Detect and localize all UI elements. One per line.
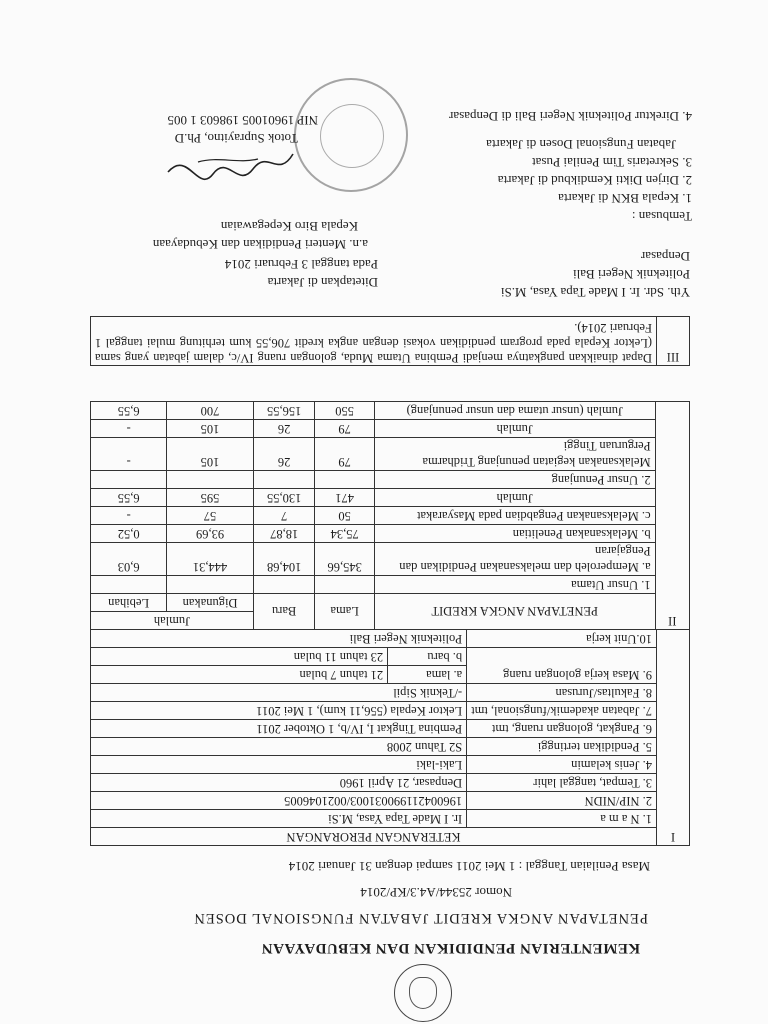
field-label: 10.Unit kerja [467,630,657,648]
item-lebihan: 0,52 [91,525,167,543]
recipient-name: Yth. Sdr. Ir. I Made Tapa Yasa, M.Si [500,285,690,300]
penunjang-label: Melaksanakan kegiatan penunjang Tridharma Perguruan Tinggi [374,438,655,471]
item-label: c. Melaksanakan Pengabdian pada Masyarakat [374,507,655,525]
unsur-utama-label: 1. Unsur Utama [374,576,655,594]
item-lama: 75,34 [315,525,374,543]
item-label: a. Memperoleh dan melaksanakan Pendidikan dan Pengajaran [374,543,655,576]
section-heading: PENETAPAN ANGKA KREDIT [374,594,655,630]
signature-role: Kepala Biro Kepegawaian [220,219,358,234]
document-number: Nomor 25344/A4.3/KP/2014 [360,885,512,900]
handwritten-signature [158,144,298,184]
tembusan-item: Jabatan Fungsional Dosen di Jakarta [486,137,676,152]
item-digunakan: 93,69 [167,525,254,543]
col-digunakan: Digunakan [167,594,254,612]
field-label: 4. Jenis kelamin [467,756,657,774]
field-value: Denpasar, 21 April 1960 [91,774,467,792]
section-roman: II [655,402,689,630]
document-title: PENETAPAN ANGKA KREDIT JABATAN FUNGSIONAL DOSEN [193,910,648,926]
col-lama: Lama [315,594,374,630]
item-baru: 7 [253,507,315,525]
total-baru: 156,55 [253,402,315,420]
item-lebihan: - [91,507,167,525]
unsur-penunjang-label: 2. Unsur Penunjang [374,471,655,489]
penunjang-lebihan: - [91,438,167,471]
field-value: Ir. I Made Tapa Yasa, M.Si [91,810,467,828]
signature-on-behalf: a.n. Menteri Pendidikan dan Kebudayaan [152,237,368,252]
item-baru: 104,68 [253,543,315,576]
field-value: Lektor Kepala (556,11 kum), 1 Mei 2011 [91,702,467,720]
total-digunakan: 700 [167,402,254,420]
tembusan-heading: Tembusan : [631,209,692,224]
section-heading: KETERANGAN PERORANGAN [91,828,657,846]
conclusion-text: Dapat dinaikkan pangkatnya menjadi Pembina Utama Muda, golongan ruang IV/c, dalam jabatan yang sama (Lektor Kepala pada program pendidikan vokasi dengan angka kredit 706,55 kum terhitung mulai tanggal 1 Februari 2014). [91,317,657,366]
total-lama: 550 [315,402,374,420]
assessment-period: Masa Penilaian Tanggal : 1 Mei 2011 sampai dengan 31 Januari 2014 [288,859,650,874]
tembusan-item: 2. Dirjen Dikti Kemdikbud di Jakarta [497,173,692,188]
field-label: 5. Pendidikan tertinggi [467,738,657,756]
field-label: 7. Jabatan akademik/fungsional, tmt [467,702,657,720]
jumlah-digunakan: 595 [167,489,254,507]
personal-info-table [90,629,690,846]
item-digunakan: 57 [167,507,254,525]
tembusan-item: 4. Direktur Politeknik Negeri Bali di Denpasar [449,109,692,124]
field-value: -/Teknik Sipil [91,684,467,702]
section-roman: I [657,630,690,846]
item-lama: 345,66 [315,543,374,576]
col-baru: Baru [253,594,315,630]
col-jumlah: Jumlah [91,612,254,630]
field-value: 196004211990031003/0021046005 [91,792,467,810]
jumlah-baru: 130,55 [253,489,315,507]
masa-kerja-lama-value: 21 tahun 7 bulan [91,666,388,684]
field-label: 6. Pangkat, golongan ruang, tmt [467,720,657,738]
item-lebihan: 6,03 [91,543,167,576]
signatory-name: Totok Suprayitno, Ph.D [174,131,298,146]
signatory-nip: NIP 19601005 198603 1 005 [167,113,318,128]
field-label: 8. Fakultas/Jurusan [467,684,657,702]
jumlah-lebihan: 6,55 [91,489,167,507]
total-label: Jumlah (unsur utama dan unsur penunjang) [374,402,655,420]
masa-kerja-lama-label: a. lama [388,666,467,684]
conclusion-table [90,316,690,366]
penunjang-baru: 26 [253,438,315,471]
field-label: 2. NIP/NIDN [467,792,657,810]
penunjang-lama: 79 [315,438,374,471]
col-lebihan: Lebihan [91,594,167,612]
jumlah-penunjang-lama: 79 [315,420,374,438]
jumlah-penunjang-digunakan: 105 [167,420,254,438]
official-stamp [294,78,408,192]
item-digunakan: 444,31 [167,543,254,576]
signature-date: Pada tanggal 3 Februari 2014 [224,257,378,272]
field-label: 3. Tempat, tanggal lahir [467,774,657,792]
jumlah-penunjang-label: Jumlah [374,420,655,438]
signature-place: Ditetapkan di Jakarta [267,275,378,290]
field-value: Pembina Tingkat I, IV/b, 1 Oktober 2011 [91,720,467,738]
jumlah-penunjang-baru: 26 [253,420,315,438]
field-value: Laki-laki [91,756,467,774]
tembusan-item: 3. Sekretaris Tim Penilai Pusat [532,155,692,170]
item-lama: 50 [315,507,374,525]
credit-table [90,401,690,630]
field-value: Politeknik Negeri Bali [91,630,467,648]
penunjang-digunakan: 105 [167,438,254,471]
recipient-institution: Politeknik Negeri Bali [573,267,690,282]
item-label: b. Melaksanakan Penelitian [374,525,655,543]
masa-kerja-label: 9. Masa kerja golongan ruang [467,648,657,684]
masa-kerja-baru-value: 23 tahun 11 bulan [91,648,388,666]
jumlah-lama: 471 [315,489,374,507]
tembusan-item: 1. Kepala BKN di Jakarta [558,191,692,206]
jumlah-label: Jumlah [374,489,655,507]
total-lebihan: 6,55 [91,402,167,420]
jumlah-penunjang-lebihan: - [91,420,167,438]
item-baru: 18,87 [253,525,315,543]
field-label: 1. N a m a [467,810,657,828]
ministry-name: KEMENTERIAN PENDIDIKAN DAN KEBUDAYAAN [261,940,640,956]
recipient-city: Denpasar [640,249,690,264]
masa-kerja-baru-label: b. baru [388,648,467,666]
ministry-logo [394,964,452,1022]
field-value: S2 Tahun 2008 [91,738,467,756]
section-roman: III [657,317,690,366]
